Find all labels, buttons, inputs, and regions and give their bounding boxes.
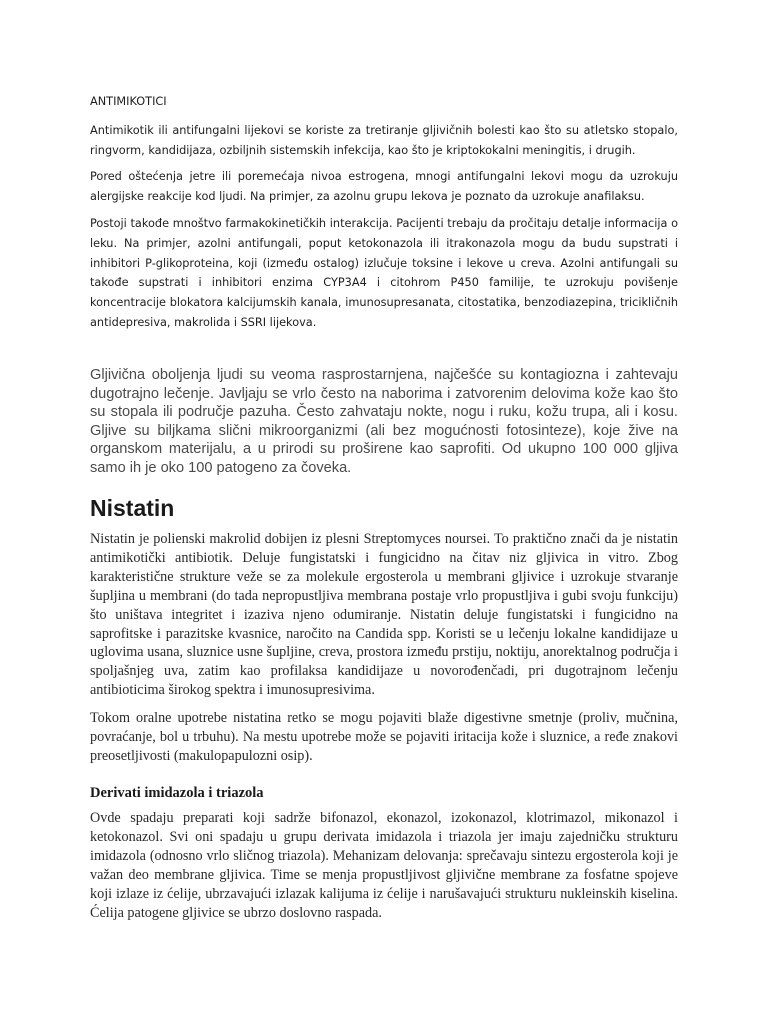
section-title-antimikotici: ANTIMIKOTICI	[90, 95, 167, 108]
paragraph-fungal-diseases: Gljivična oboljenja ljudi su veoma rasprostarnjena, najčešće su kontagiozna i zahtevaju dugotrajno lečenje. Javljaju se vrlo često na naborima i zatvorenim delovima kože kao što su stopala ili područje pazuha. Često zahvataju nokte, nogu i ruku, kožu trupa, ali i kosu. Gljive su biljkama slični mikroorganizmi (ali bez mogućnosti fotosinteze), koje žive na organskom materijalu, a u prirodi su proširene kao saprofiti. Od ukupno 100 000 gljiva samo ih je oko 100 patogeno za čoveka.	[90, 367, 678, 476]
paragraph-interactions: Postoji takođe mnoštvo farmakokinetičkih interakcija. Pacijenti trebaju da pročitaju detalje informacija o leku. Na primjer, azolni antifungali, poput ketokonazola ili itrakonazola mogu da budu supstrati i inhibitori P-glikoproteina, koji (između ostalog) izlučuje toksine i lekove u creva. Azolni antifungali su takođe supstrati i inhibitori enzima CYP3A4 i citohrom P450 familije, te uzrokuju povišenje koncentracije blokatora kalcijumskih kanala, imunosupresanata, citostatika, benzodiazepina, tricikličnih antidepresiva, makrolida i SSRI lijekova.	[90, 217, 678, 329]
paragraph-nistatin-side-effects: Tokom oralne upotrebe nistatina retko se mogu pojaviti blaže digestivne smetnje (proliv, mučnina, povraćanje, bol u trbuhu). Na mestu upotrebe može se pojaviti iritacija kože i sluznice, a ređe znakovi preosetljivosti (makulopapulozni osip).	[90, 710, 678, 764]
paragraph-nistatin-description: Nistatin je polienski makrolid dobijen iz plesni Streptomyces noursei. To praktično znači da je nistatin antimikotički antibiotik. Deluje fungistatski i fungicidno na čitav niz gljivica in vitro. Zbog karakteristične strukture veže se za molekule ergosterola u membrani gljivice i uzrokuje stvaranje šupljina u membrani (do tada nepropustljiva membrana postaje vrlo propustljiva i gubi svoju funkciju) što uništava integritet i izaziva njeno odumiranje. Nistatin deluje fungistatski i fungicidno na saprofitske i parazitske kvasnice, naročito na Candida spp. Koristi se u lečenju lokalne kandidijaze u uglovima usana, sluznice usne šupljine, creva, prostora između prstiju, noktiju, anorektalnog područja i spoljašnjeg uva, zatim kao profilaksa kandidijaze u novorođenčadi, pri dugotrajnom lečenju antibioticima širokog spektra i imunosupresivima.	[90, 531, 678, 699]
heading-derivati: Derivati imidazola i triazola	[90, 785, 264, 801]
paragraph-side-effects: Pored oštećenja jetre ili poremećaja nivoa estrogena, mnogi antifungalni lekovi mogu da uzrokuju alergijske reakcije kod ljudi. Na primjer, za azolnu grupu lekova je poznato da uzrokuje anafilaksu.	[90, 170, 678, 203]
paragraph-derivati: Ovde spadaju preparati koji sadrže bifonazol, ekonazol, izokonazol, klotrimazol, mikonazol i ketokonazol. Svi oni spadaju u grupu derivata imidazola i triazola jer imaju zajedničku strukturu imidazola (odnosno vrlo sličnog triazola). Mehanizam delovanja: sprečavaju sintezu ergosterola koji je važan deo membrane gljivica. Time se menja propustljivost gljivične membrane za fosfatne spojeve koji izlaze iz ćelije, ubrzavajući izlazak kalijuma iz ćelije i narušavajući strukturu nukleinskih kiselina. Ćelija patogene gljivice se ubrzo doslovno raspada.	[90, 810, 678, 921]
paragraph-intro: Antimikotik ili antifungalni lijekovi se koriste za tretiranje gljivičnih bolesti kao što su atletsko stopalo, ringvorm, kandidijaza, ozbiljnih sistemskih infekcija, kao što je kriptokokalni meningitis, i drugih.	[90, 124, 678, 157]
heading-nistatin: Nistatin	[90, 495, 175, 521]
